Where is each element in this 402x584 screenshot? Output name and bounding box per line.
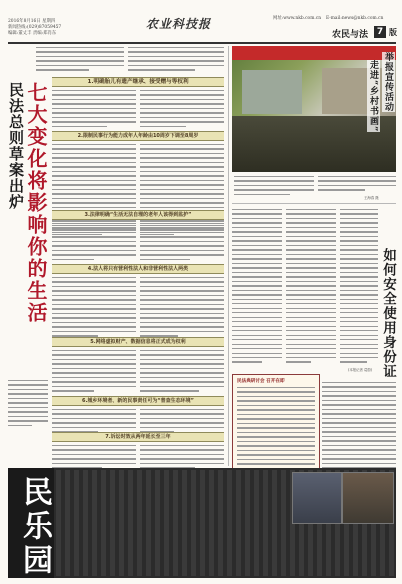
lead-intro-text xyxy=(36,47,124,74)
subhead-4: 4.法人将只有营利性法人和非营利性法人两类 xyxy=(52,264,224,274)
side-headline: 如何安全使用身份证 xyxy=(380,248,396,379)
subhead-3-text-2 xyxy=(140,223,224,263)
subhead-5: 5.网络虚拟财产、数据信息将正式成为权利 xyxy=(52,337,224,347)
subhead-1-text xyxy=(52,90,136,130)
side-lower-text xyxy=(322,382,396,476)
subhead-3-text xyxy=(52,223,136,263)
side-col-2-text xyxy=(286,209,336,366)
page-number-box xyxy=(374,26,386,38)
banner-photo-2 xyxy=(342,472,394,524)
photo-caption-text-2 xyxy=(318,176,396,194)
subhead-4-text xyxy=(52,277,136,340)
page-label: 版 xyxy=(389,27,397,37)
photo-banner xyxy=(232,46,396,60)
subhead-7: 7.诉讼时效从两年延长至三年 xyxy=(52,432,224,442)
info-box xyxy=(232,374,320,480)
banner-photo xyxy=(292,472,342,524)
photo-caption-text xyxy=(234,176,314,198)
side-kicker-2: 走进“乡村书画” xyxy=(368,60,378,133)
photo-caption: 王海春 摄 xyxy=(364,196,379,200)
subhead-1-text-2 xyxy=(140,90,224,130)
header-rule xyxy=(8,42,396,44)
side-byline: (本报记者 葛蔚) xyxy=(348,368,373,372)
page-header xyxy=(8,6,396,42)
subhead-3: 3.法律明确“生活无法自理的老年人该得到监护” xyxy=(52,210,224,220)
banner-title: 民乐园 xyxy=(17,476,52,578)
phone-line: 编辑:董丈丰 责编:郑肖东 xyxy=(8,31,57,36)
subhead-1: 1.明确胎儿有遗产继承、接受赠与等权利 xyxy=(52,77,224,87)
lead-intro-text-2 xyxy=(128,47,224,74)
subhead-5-text-2 xyxy=(140,350,224,395)
subhead-2: 2.限制民事行为能力成年人年龄由10周岁下调至8周岁 xyxy=(52,131,224,141)
subhead-6: 6.城乡环境者、新的民事责任可为“普查生态环境” xyxy=(52,396,224,406)
subhead-4-text-2 xyxy=(140,277,224,340)
left-column-text xyxy=(8,380,48,429)
email-line: E-mail:news@nkb.com.cn xyxy=(326,16,384,21)
masthead-logo: 农业科技报 xyxy=(146,17,212,31)
editor-line: 新闻热线:(029)87059457 xyxy=(8,25,62,30)
banner-title-box xyxy=(8,468,54,578)
column-rule xyxy=(228,46,229,466)
info-box-title: 民法典研讨会 召开在即 xyxy=(237,379,285,384)
side-col-1-text xyxy=(232,209,282,366)
side-kicker: 举报宣传活动 xyxy=(383,52,393,112)
subhead-5-text xyxy=(52,350,136,395)
lead-headline: 七大变化将影响你的生活 xyxy=(24,82,48,324)
page-number: 7 xyxy=(376,27,384,37)
lead-subhead: 民法总则草案出炉 xyxy=(7,82,25,210)
photo-rule xyxy=(232,203,396,204)
web-line: 网址:www.nkb.com.cn xyxy=(273,16,322,21)
date-line: 2016年8月16日 星期四 xyxy=(8,19,56,24)
side-col-3-text xyxy=(340,209,378,366)
photo-building xyxy=(242,70,302,114)
section-name: 农民与法 xyxy=(332,30,369,40)
